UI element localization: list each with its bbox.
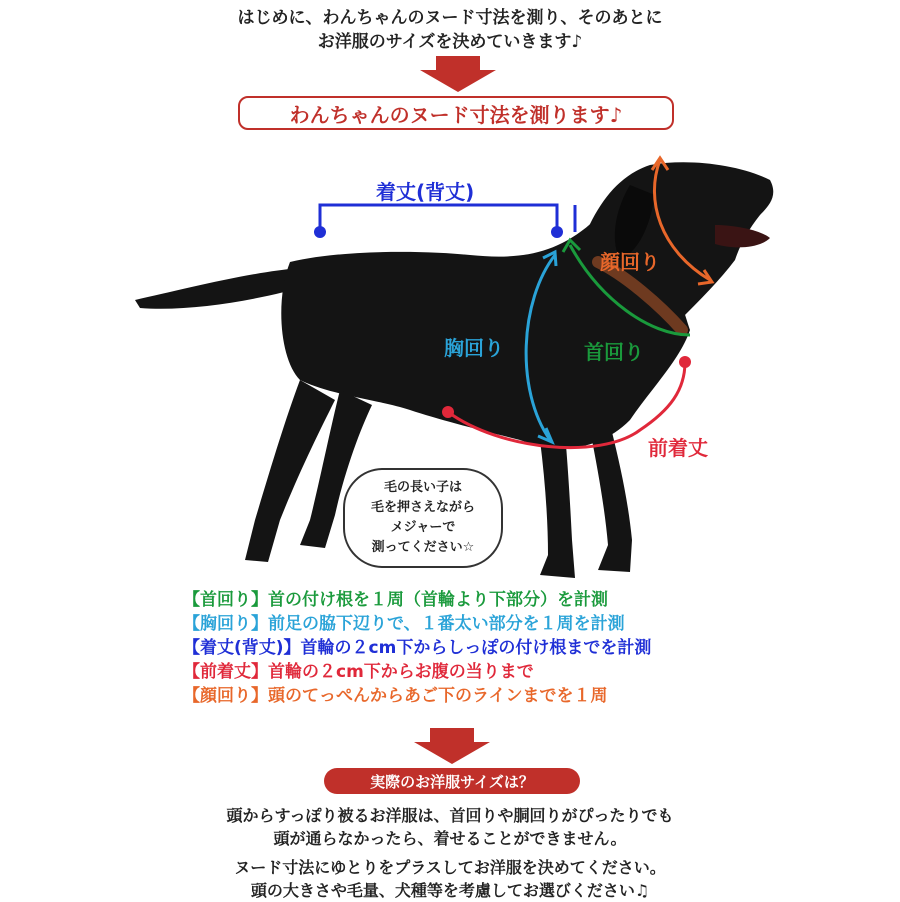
legend-text: 首輪の２cm下からしっぽの付け根までを計測 [300, 638, 652, 658]
down-arrow-icon [412, 728, 492, 764]
legend-text: 首輪の２cm下からお腹の当りまで [268, 662, 534, 682]
intro-line-1: はじめに、わんちゃんのヌード寸法を測り、そのあとに [237, 8, 663, 28]
legend-tag: 【顔回り】 [183, 686, 268, 706]
legend-tag: 【胸回り】 [183, 614, 268, 634]
label-front-length: 前着丈 [648, 436, 708, 460]
legend-text: 頭のてっぺんからあご下のラインまでを１周 [268, 686, 608, 706]
measurement-legend [183, 588, 823, 708]
label-neck: 首回り [584, 340, 644, 364]
legend-row-back-length [183, 636, 823, 660]
legend-tag: 【着丈(背丈)】 [183, 638, 301, 658]
legend-text: 前足の脇下辺りで、１番太い部分を１周を計測 [268, 614, 625, 634]
legend-row-chest [183, 612, 823, 636]
legend-row-head [183, 684, 823, 708]
heading-text: わんちゃんのヌード寸法を測ります♪ [289, 102, 623, 127]
down-arrow-icon [418, 56, 498, 92]
legend-text: 首の付け根を１周（首輪より下部分）を計測 [268, 590, 608, 610]
front-length-end-dot [679, 356, 691, 368]
front-length-start-dot [442, 406, 454, 418]
outro-line-4: 頭の大きさや毛量、犬種等を考慮してお選びください♫ [250, 881, 650, 900]
tip-bubble [343, 468, 503, 568]
legend-tag: 【首回り】 [183, 590, 268, 610]
intro-line-2: お洋服のサイズを決めていきます♪ [317, 32, 583, 52]
label-back-length: 着丈(背丈) [376, 180, 475, 204]
label-head: 顔回り [600, 250, 660, 274]
outro-text [0, 804, 900, 902]
tip-line-1: 毛の長い子は [383, 480, 462, 495]
outro-line-1: 頭からすっぽり被るお洋服は、首回りや胴回りがぴったりでも [226, 806, 674, 825]
legend-row-front-length [183, 660, 823, 684]
outro-line-3: ヌード寸法にゆとりをプラスしてお洋服を決めてください。 [234, 858, 666, 877]
outro-line-2: 頭が通らなかったら、着せることができません。 [273, 829, 627, 848]
back-length-end-dot [551, 226, 563, 238]
tip-line-3: メジャーで [390, 520, 456, 535]
legend-tag: 【前着丈】 [183, 662, 268, 682]
back-length-line [320, 205, 575, 232]
heading-pill [238, 96, 674, 130]
back-length-start-dot [314, 226, 326, 238]
size-banner-text: 実際のお洋服サイズは？ [370, 772, 534, 791]
label-chest: 胸回り [444, 336, 504, 360]
intro-text [0, 6, 900, 54]
size-banner [324, 768, 580, 794]
legend-row-neck [183, 588, 823, 612]
tip-line-2: 毛を押さえながら [370, 500, 475, 515]
tip-line-4: 測ってください☆ [371, 540, 475, 555]
